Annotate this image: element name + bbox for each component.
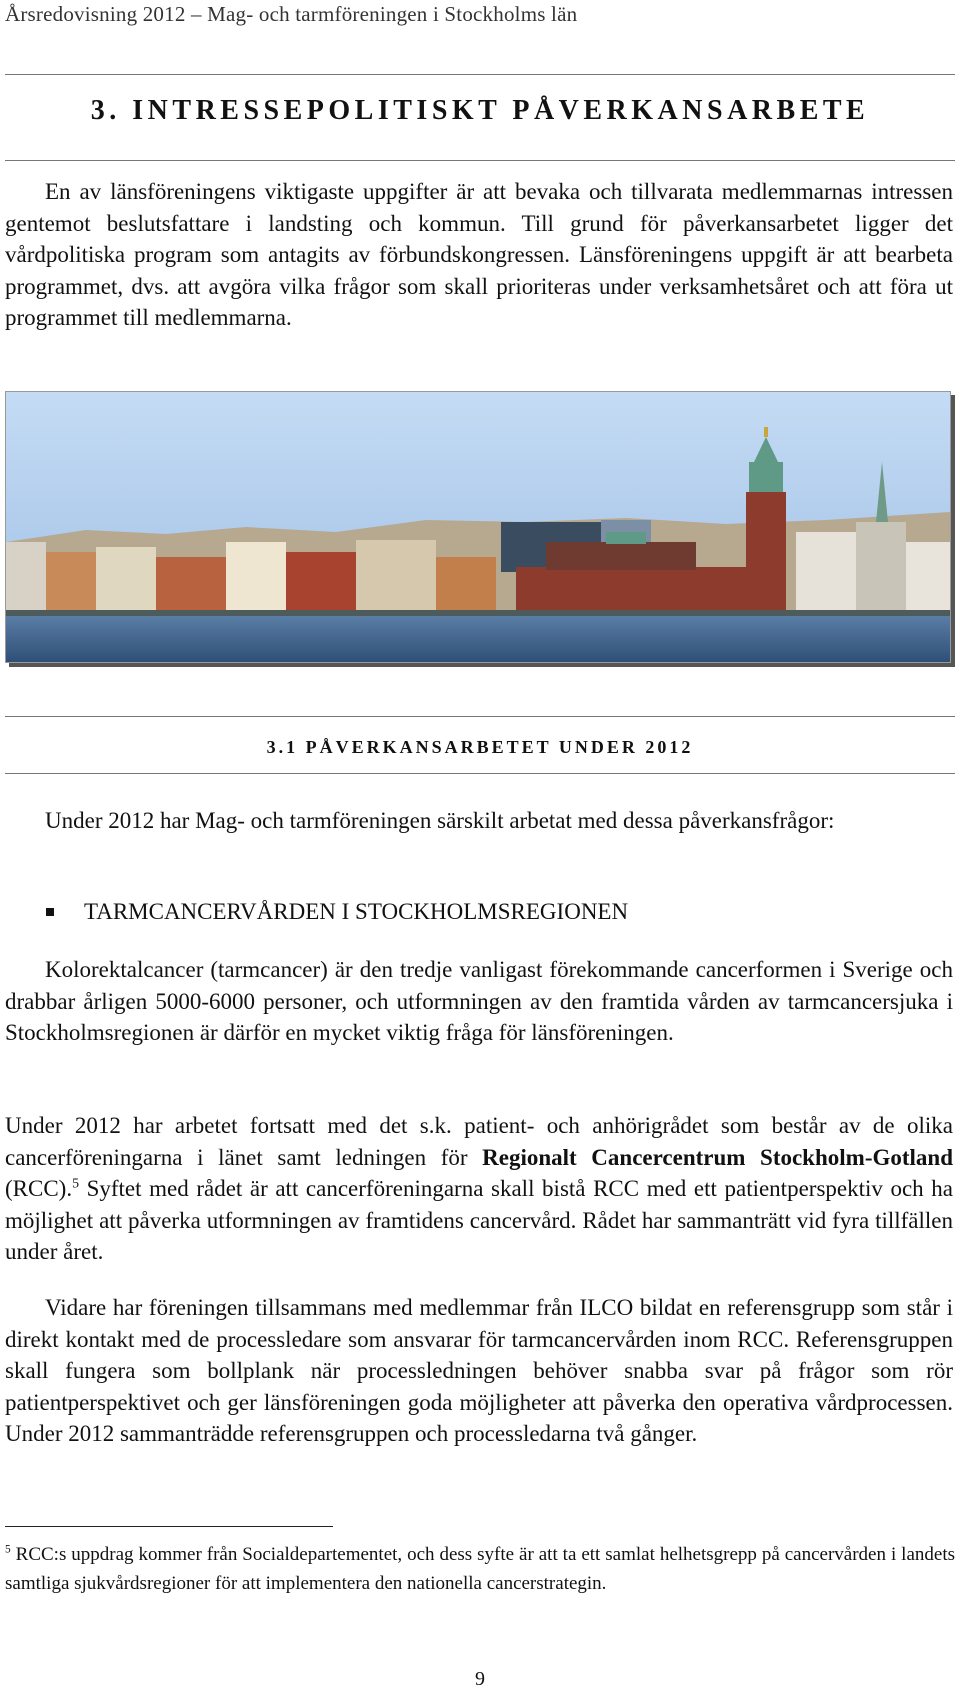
subsection-title: 3.1 PÅVERKANSARBETET UNDER 2012 [266, 737, 694, 757]
photo-illustration [6, 392, 950, 662]
subsection-top-rule [5, 716, 955, 717]
bullet-square-icon [46, 908, 54, 916]
footnote-number: 5 [5, 1543, 11, 1556]
footnote-text: RCC:s uppdrag kommer från Socialdepartementet, och dess syfte är att ta ett samlat helhetsgrepp på cancervården i landets samtliga sjukvårdsregioner för att implementera den nationella cancerstrategin. [5, 1544, 955, 1594]
stockholm-city-hall-photo [5, 391, 951, 663]
paragraph-patient-council [5, 1110, 953, 1268]
section-title: 3. INTRESSEPOLITISKT PÅVERKANSARBETE [90, 95, 870, 126]
header-rule [5, 74, 955, 75]
paragraph-text-rcc: (RCC). [5, 1176, 73, 1201]
section-intro-paragraph: En av länsföreningens viktigaste uppgifter är att bevaka och tillvarata medlemmarnas intressen gentemot beslutsfattare i landsting och kommun. Till grund för påverkansarbetet ligger det vårdpolitiska program som antagits av förbundskongressen. Länsföreningens uppgift är att bearbeta programmet, dvs. att avgöra vilka frågor som skall prioriteras under verksamhetsåret och att föra ut programmet till medlemmarna. [5, 179, 953, 330]
page-number: 9 [475, 1668, 485, 1690]
footnote-reference[interactable]: 5 [72, 1175, 79, 1191]
footnote [5, 1540, 955, 1598]
footnote-rule [5, 1526, 333, 1527]
subsection-bottom-rule [5, 773, 955, 774]
bullet-text: TARMCANCERVÅRDEN I STOCKHOLMSREGIONEN [84, 899, 629, 924]
paragraph-reference-group: Vidare har föreningen tillsammans med medlemmar från ILCO bildat en referensgrupp som står i direkt kontakt med de processledare som ansvarar för tarmcancervården inom RCC. Referensgruppen skall fungera som bollplank när processledningen behöver snabba svar på frågor som rör patientperspektivet och ger länsföreningen goda möjligheter att påverka den operativa vårdprocessen. Under 2012 sammanträdde referensgruppen och processledarna två gånger. [5, 1295, 953, 1446]
section-title-rule [5, 160, 955, 161]
paragraph-text-end: Syftet med rådet är att cancerföreningarna skall bistå RCC med ett patientperspektiv och ha möjlighet att påverka utformningen av framtidens cancervård. Rådet har sammanträtt vid fyra tillfällen under året. [5, 1176, 953, 1264]
paragraph-text-start: Under 2012 har arbetet fortsatt med det s.k. patient- och anhörigrådet som består av de olika cancerföreningarna i länet samt ledningen för [5, 1113, 953, 1170]
shoreline [6, 610, 950, 616]
subsection-intro-paragraph: Under 2012 har Mag- och tarmföreningen särskilt arbetat med dessa påverkansfrågor: [45, 808, 835, 833]
paragraph-colorectal-cancer: Kolorektalcancer (tarmcancer) är den tredje vanligast förekommande cancerformen i Sverige och drabbar årligen 5000-6000 personer, och utformningen av den framtida vården av tarmcancersjuka i Stockholmsregionen är därför en mycket viktig fråga för länsföreningen. [5, 957, 953, 1045]
running-header: Årsredovisning 2012 – Mag- och tarmföreningen i Stockholms län [5, 2, 578, 26]
rcc-name-bold: Regionalt Cancercentrum Stockholm-Gotland [482, 1144, 954, 1170]
bullet-item [46, 896, 628, 927]
water [6, 616, 950, 662]
